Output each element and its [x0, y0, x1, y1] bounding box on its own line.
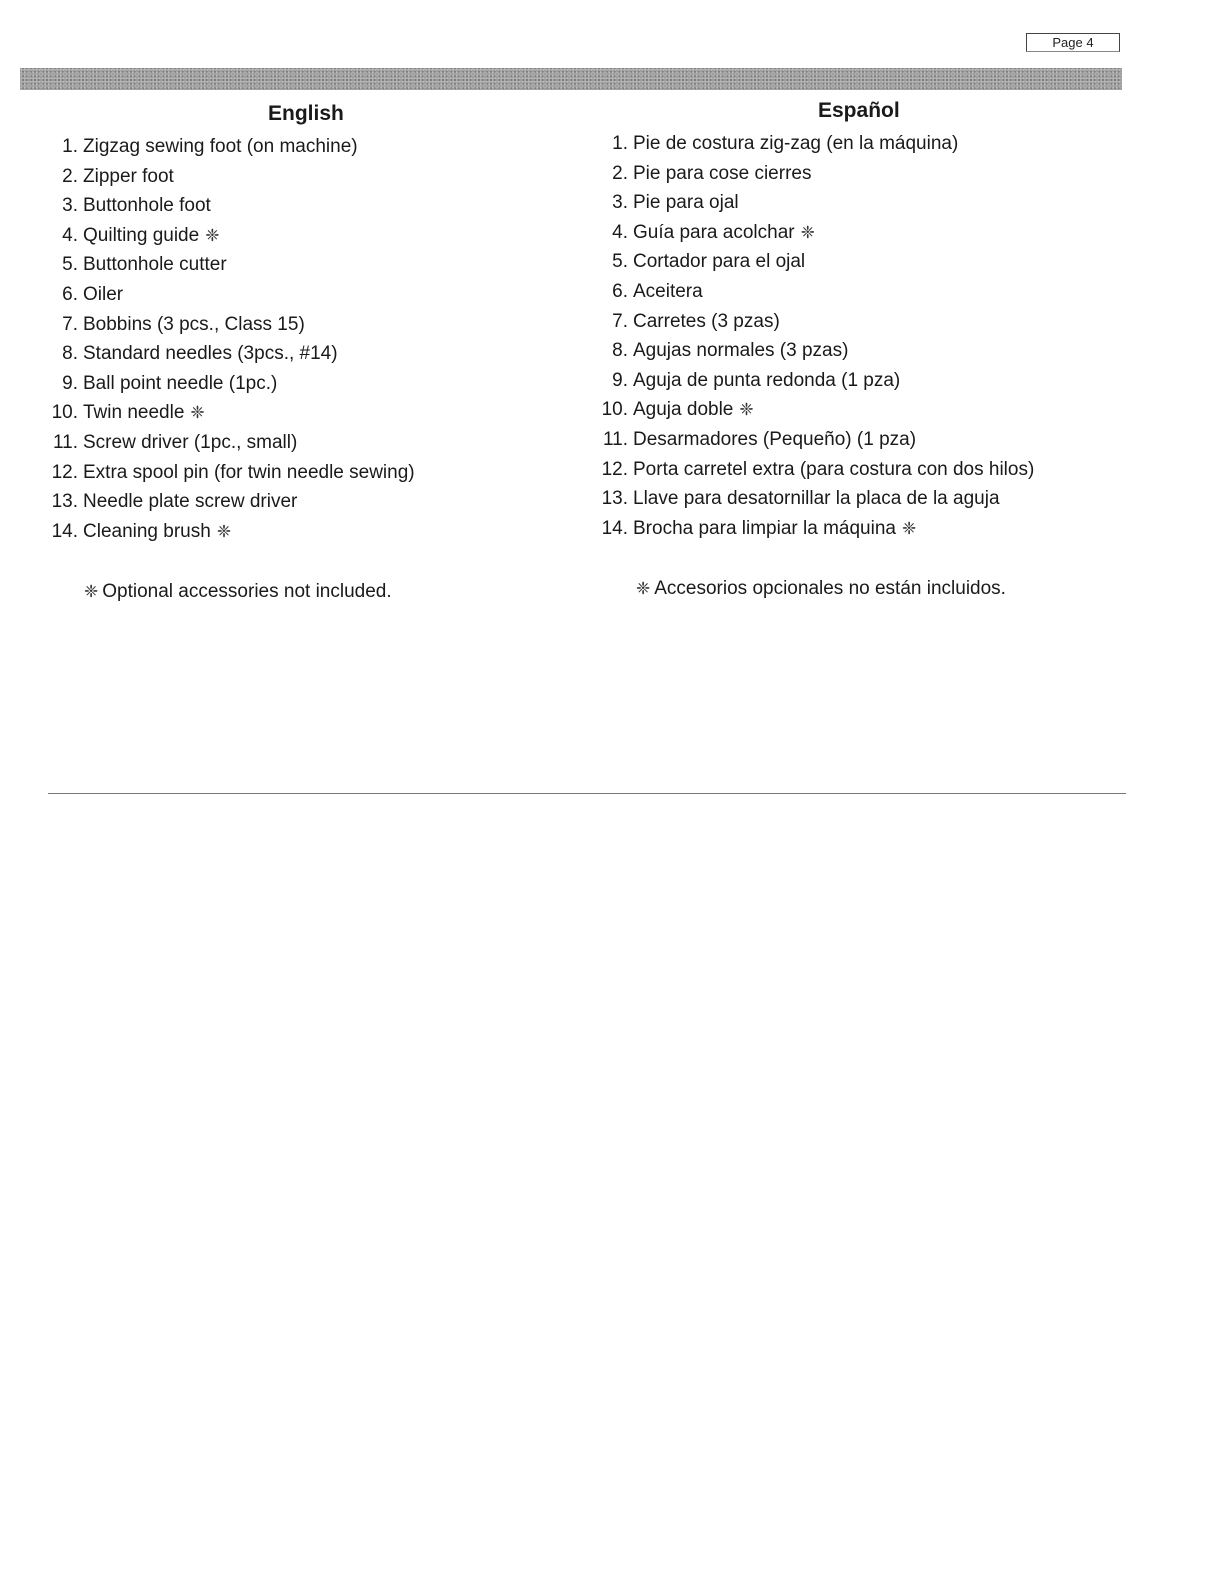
list-item [44, 487, 564, 517]
list-item [44, 458, 564, 488]
item-number: 10. [601, 399, 628, 421]
item-number: 2. [62, 165, 78, 187]
list-item [596, 307, 1116, 337]
note-text: Optional accessories not included. [102, 581, 392, 603]
list-item [44, 369, 564, 399]
list-item [44, 221, 564, 251]
item-number: 4. [62, 224, 78, 246]
horizontal-divider [48, 793, 1126, 794]
list-item [596, 484, 1116, 514]
page-number-box: Page 4 [1026, 33, 1120, 52]
optional-star-icon: ❈ [901, 518, 917, 538]
item-number: 6. [612, 280, 628, 302]
item-number: 5. [612, 251, 628, 273]
item-text: Buttonhole cutter [83, 254, 227, 276]
item-number: 11. [52, 431, 78, 453]
item-text: Porta carretel extra (para costura con dos hilos) [633, 458, 1035, 480]
list-item [596, 247, 1116, 277]
list-item [596, 455, 1116, 485]
list-item [44, 398, 564, 428]
item-text: Buttonhole foot [83, 195, 211, 217]
english-optional-note [44, 578, 564, 606]
item-number: 3. [62, 195, 78, 217]
item-text: Needle plate screw driver [83, 491, 298, 513]
list-item [596, 366, 1116, 396]
item-text: Brocha para limpiar la máquina [633, 517, 896, 539]
english-column [44, 100, 564, 606]
list-item [44, 428, 564, 458]
english-accessory-list [44, 132, 564, 546]
optional-star-icon: ❈ [205, 225, 220, 245]
list-item [596, 514, 1116, 544]
item-text: Oiler [83, 283, 124, 305]
item-text: Desarmadores (Pequeño) (1 pza) [633, 428, 917, 450]
item-text: Extra spool pin (for twin needle sewing) [83, 461, 415, 483]
list-item [44, 250, 564, 280]
optional-star-icon: ❈ [739, 400, 754, 420]
list-item [596, 425, 1116, 455]
item-number: 14. [601, 517, 628, 539]
optional-star-icon: ❈ [190, 403, 205, 423]
item-text: Cleaning brush [83, 520, 211, 542]
list-item [596, 277, 1116, 307]
item-number: 4. [612, 221, 628, 243]
list-item [44, 132, 564, 162]
list-item [44, 339, 564, 369]
item-number: 11. [602, 428, 628, 450]
item-number: 13. [51, 491, 78, 513]
item-text: Guía para acolchar [633, 221, 795, 243]
item-number: 2. [612, 162, 628, 184]
item-number: 14. [51, 520, 78, 542]
item-number: 8. [62, 343, 78, 365]
item-text: Aguja doble [633, 399, 734, 421]
optional-star-icon: ❈ [216, 521, 232, 541]
item-text: Pie para cose cierres [633, 162, 812, 184]
item-number: 9. [612, 369, 628, 391]
item-text: Bobbins (3 pcs., Class 15) [83, 313, 305, 335]
item-text: Carretes (3 pzas) [633, 310, 780, 332]
list-item [44, 280, 564, 310]
item-text: Aguja de punta redonda (1 pza) [633, 369, 901, 391]
item-number: 12. [51, 461, 78, 483]
item-number: 8. [612, 340, 628, 362]
list-item [596, 129, 1116, 159]
spanish-heading: Español [818, 99, 900, 122]
note-text: Accesorios opcionales no están incluidos. [654, 578, 1006, 600]
item-text: Pie de costura zig-zag (en la máquina) [633, 133, 959, 154]
item-number: 3. [612, 192, 628, 214]
item-text: Agujas normales (3 pzas) [633, 340, 849, 362]
item-number: 5. [62, 254, 78, 276]
item-text: Llave para desatornillar la placa de la aguja [633, 488, 1000, 510]
list-item [44, 191, 564, 221]
item-text: Ball point needle (1pc.) [83, 372, 278, 394]
item-number: 10. [51, 402, 78, 424]
optional-star-icon: ❈ [800, 222, 815, 242]
list-item [44, 310, 564, 340]
item-number: 6. [62, 283, 78, 305]
list-item [44, 517, 564, 547]
optional-star-icon: ❈ [636, 579, 651, 599]
spanish-optional-note [596, 575, 1116, 603]
item-text: Twin needle [83, 402, 185, 424]
item-number: 7. [62, 313, 78, 335]
list-item [44, 162, 564, 192]
optional-star-icon: ❈ [84, 582, 99, 602]
list-item [596, 159, 1116, 189]
item-text: Aceitera [633, 280, 703, 302]
item-number: 1. [612, 133, 628, 154]
item-number: 13. [601, 488, 628, 510]
list-item [596, 218, 1116, 248]
header-band [20, 68, 1122, 90]
item-text: Zigzag sewing foot (on machine) [83, 136, 358, 157]
item-text: Pie para ojal [633, 192, 739, 214]
english-heading: English [268, 102, 344, 125]
item-text: Cortador para el ojal [633, 251, 806, 273]
item-number: 1. [62, 136, 78, 157]
list-item [596, 395, 1116, 425]
list-item [596, 188, 1116, 218]
item-number: 12. [601, 458, 628, 480]
item-text: Zipper foot [83, 165, 174, 187]
spanish-column [596, 97, 1116, 603]
spanish-accessory-list [596, 129, 1116, 543]
item-text: Screw driver (1pc., small) [83, 431, 298, 453]
item-number: 9. [62, 372, 78, 394]
item-text: Quilting guide [83, 224, 200, 246]
item-number: 7. [612, 310, 628, 332]
item-text: Standard needles (3pcs., #14) [83, 343, 338, 365]
list-item [596, 336, 1116, 366]
